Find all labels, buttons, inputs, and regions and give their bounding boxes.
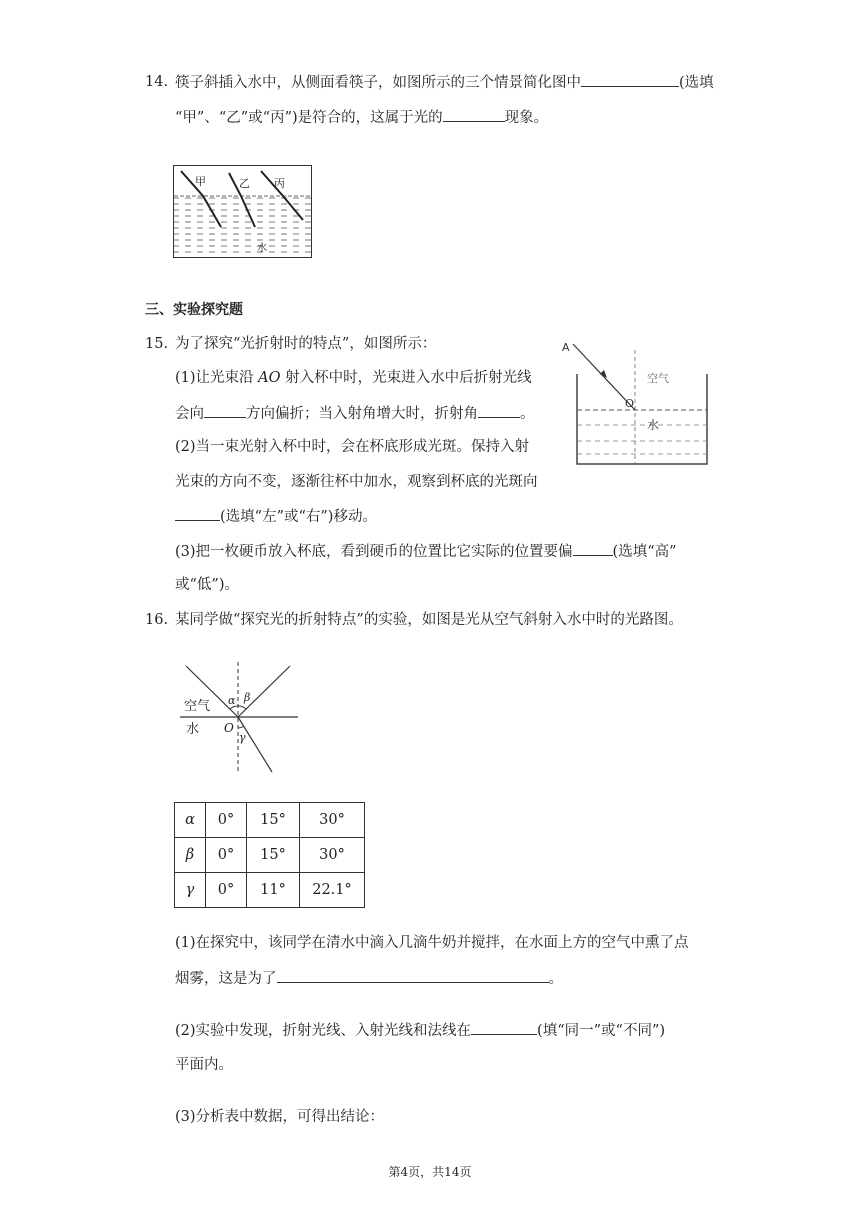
table-cell: 15° xyxy=(247,803,300,838)
q16-p2-text-1b: (填“同一”或“不同”) xyxy=(537,1023,666,1039)
q16-fig-label-gamma: γ xyxy=(239,731,246,744)
table-cell: 15° xyxy=(247,838,300,873)
page-footer: 第4页，共14页 xyxy=(388,1165,472,1179)
q15-line-7 xyxy=(175,541,677,562)
q15-line-3 xyxy=(175,403,535,424)
q14-line-1 xyxy=(175,72,714,93)
q15-answer-blank-1[interactable] xyxy=(204,403,246,418)
q16-fig-label-beta: β xyxy=(244,691,251,704)
table-cell: 0° xyxy=(206,873,247,908)
q15-text-6b: (选填“左”或“右”)移动。 xyxy=(220,509,377,525)
q15-line-4: (2)当一束光射入杯中时，会在杯底形成光斑。保持入射 xyxy=(175,439,530,455)
q14-fig-label-bing: 丙 xyxy=(274,177,285,190)
q14-number: 14. xyxy=(145,74,169,90)
q16-p2-text-1a: (2)实验中发现，折射光线、入射光线和法线在 xyxy=(175,1023,472,1039)
q16-p3-line-1: (3)分析表中数据，可得出结论： xyxy=(175,1109,385,1125)
q14-line-2 xyxy=(175,107,548,128)
table-cell: 22.1° xyxy=(300,873,365,908)
table-cell: 0° xyxy=(206,803,247,838)
q14-answer-blank-1[interactable] xyxy=(581,72,679,87)
q16-fig-label-o: O xyxy=(224,721,234,735)
q15-text-2a: (1)让光束沿 xyxy=(175,370,259,386)
q15-fig-label-a: A xyxy=(562,341,570,354)
q16-answer-blank-2[interactable] xyxy=(471,1020,537,1035)
q15-text-3c: 。 xyxy=(520,406,535,422)
q16-p1-text-2a: 烟雾，这是为了 xyxy=(175,971,277,987)
section-3-title: 三、实验探究题 xyxy=(145,302,243,318)
q14-fig-label-yi: 乙 xyxy=(239,177,250,190)
q16-p1-line-1: (1)在探究中，该同学在清水中滴入几滴牛奶并搅拌，在水面上方的空气中熏了点 xyxy=(175,935,689,951)
q15-text-3a: 会向 xyxy=(175,406,204,422)
q15-answer-blank-2[interactable] xyxy=(478,403,520,418)
q16-p1-line-2 xyxy=(175,968,563,989)
q16-refraction-figure xyxy=(172,660,302,775)
table-cell: 30° xyxy=(300,803,365,838)
q16-number: 16. xyxy=(145,612,169,628)
table-row xyxy=(175,838,365,873)
table-cell: 30° xyxy=(300,838,365,873)
q14-text-2b: 现象。 xyxy=(504,110,549,126)
table-cell: 11° xyxy=(247,873,300,908)
q14-chopsticks-figure xyxy=(173,165,313,259)
q15-text-2b: 射入杯中时，光束进入水中后折射光线 xyxy=(280,370,532,386)
refracted-ray xyxy=(238,717,272,772)
q16-line-1: 某同学做“探究光的折射特点”的实验，如图是光从空气斜射入水中时的光路图。 xyxy=(175,612,683,628)
q14-fig-label-water: 水 xyxy=(257,243,267,254)
q16-fig-label-air: 空气 xyxy=(184,699,211,714)
q15-number: 15. xyxy=(145,336,169,352)
q14-fig-label-jia: 甲 xyxy=(195,175,206,188)
q14-text-1b: (选填 xyxy=(679,75,714,91)
table-row xyxy=(175,803,365,838)
q16-p1-text-2b: 。 xyxy=(548,971,563,987)
q14-answer-blank-2[interactable] xyxy=(443,107,505,122)
q16-answer-blank-1[interactable] xyxy=(277,968,549,983)
q15-answer-blank-4[interactable] xyxy=(573,541,613,556)
q15-line-6 xyxy=(175,506,377,527)
q15-line-2 xyxy=(175,368,532,388)
q15-answer-blank-3[interactable] xyxy=(175,506,220,521)
q15-ao-symbol: AO xyxy=(258,370,281,386)
q15-fig-label-o: O xyxy=(625,397,635,410)
table-row xyxy=(175,873,365,908)
table-cell: 0° xyxy=(206,838,247,873)
table-cell: γ xyxy=(175,873,206,908)
q16-fig-label-water: 水 xyxy=(186,722,200,737)
q15-text-7a: (3)把一枚硬币放入杯底，看到硬币的位置比它实际的位置要偏 xyxy=(175,544,573,560)
q14-text-2a: “甲”、“乙”或“丙”)是符合的，这属于光的 xyxy=(175,110,443,126)
q15-fig-label-water: 水 xyxy=(647,418,660,432)
q15-text-7b: (选填“高” xyxy=(612,544,677,560)
q15-line-1: 为了探究“光折射时的特点”，如图所示： xyxy=(175,336,437,352)
table-cell: α xyxy=(175,803,206,838)
q16-angle-table xyxy=(174,802,365,908)
q15-line-5: 光束的方向不变，逐渐往杯中加水，观察到杯底的光斑向 xyxy=(175,474,538,490)
q15-line-8: 或“低”)。 xyxy=(175,577,239,593)
q15-cup-figure xyxy=(555,332,717,468)
q15-text-3b: 方向偏折；当入射角增大时，折射角 xyxy=(246,406,478,422)
q14-text-1a: 筷子斜插入水中，从侧面看筷子，如图所示的三个情景简化图中 xyxy=(175,75,581,91)
q16-fig-label-alpha: α xyxy=(228,694,236,707)
q16-p2-line-1 xyxy=(175,1020,665,1041)
table-cell: β xyxy=(175,838,206,873)
q16-p2-line-2: 平面内。 xyxy=(175,1057,233,1073)
q15-fig-label-air: 空气 xyxy=(647,372,669,385)
